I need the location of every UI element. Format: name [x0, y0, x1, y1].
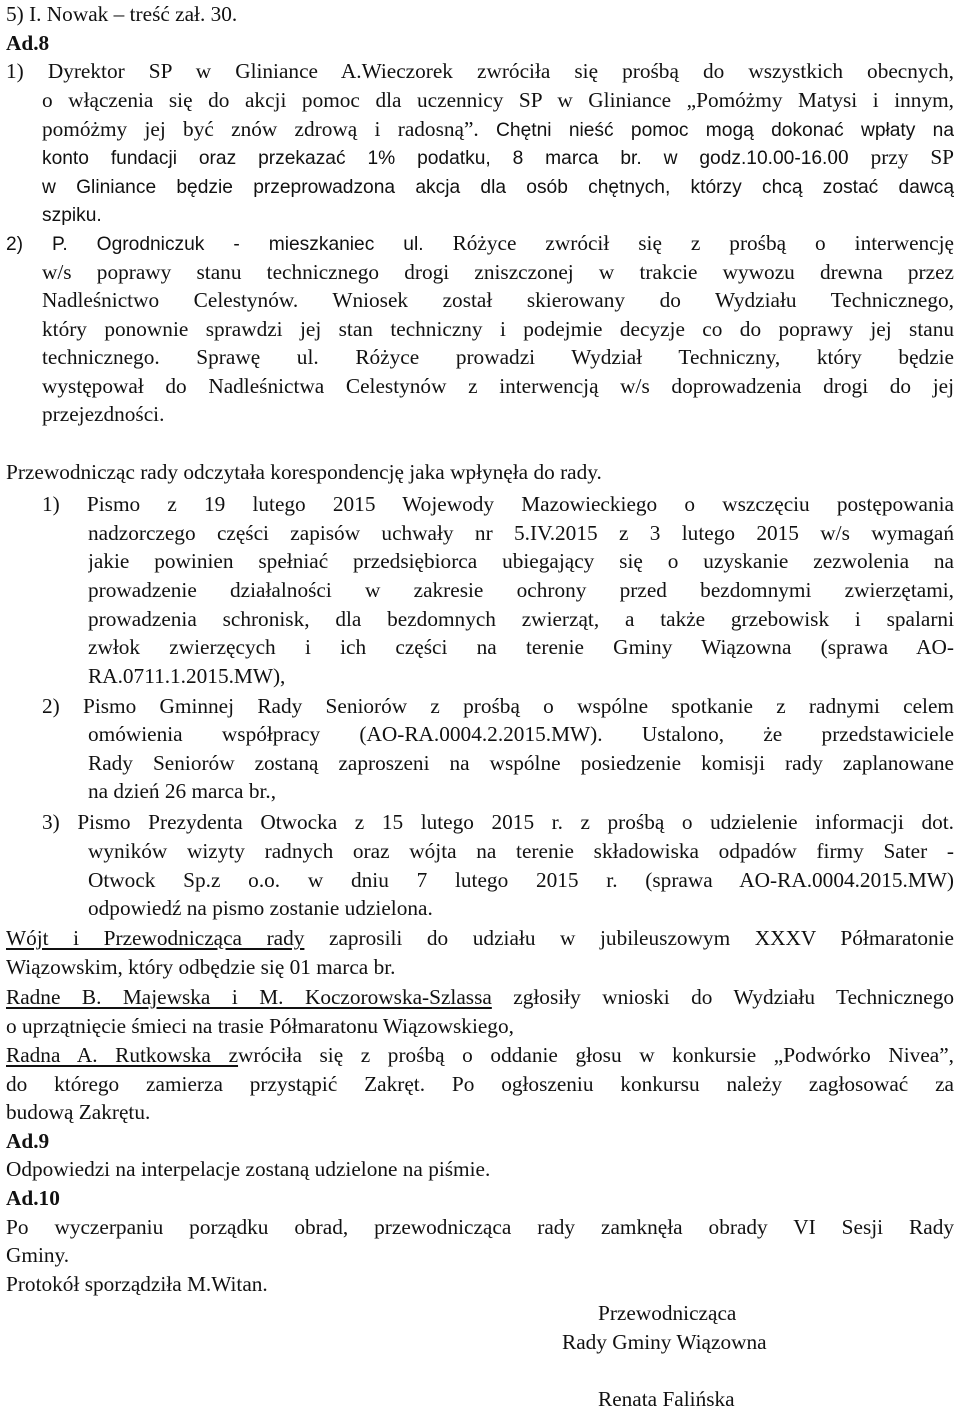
text-run-sans: konto fundacji oraz przekazać 1% podatku, 8 marca br. w godz.10.00-16.	[42, 148, 828, 169]
paragraph-line	[6, 1270, 268, 1299]
text-run: 1) Dyrektor SP w Gliniance A.Wieczorek zwróciła się prośbą do wszystkich obecnych,	[6, 59, 954, 83]
paragraph-line	[42, 115, 954, 144]
text-run: na dzień 26 marca br.,	[88, 779, 277, 803]
paragraph-line	[88, 749, 954, 778]
paragraph-line	[88, 662, 285, 691]
text-run-sans: szpiku.	[42, 205, 102, 226]
paragraph-line	[42, 200, 102, 229]
paragraph-line	[42, 343, 954, 372]
paragraph-line	[88, 894, 433, 923]
section-heading-ad10	[6, 1184, 60, 1213]
paragraph-line	[6, 983, 954, 1012]
paragraph-line	[88, 777, 276, 806]
section-heading-ad9	[6, 1127, 49, 1156]
paragraph-line	[42, 490, 954, 519]
text-run: występował do Nadleśnictwa Celestynów z interwencją w/s doprowadzenia drogi do jej	[42, 374, 954, 398]
paragraph-line	[6, 953, 395, 982]
text-run-sans: 2) P. Ogrodniczuk - mieszkaniec ul.	[6, 234, 453, 255]
text-run: technicznego. Sprawę ul. Różyce prowadzi Wydział Techniczny, który będzie	[42, 345, 954, 369]
text-run-sans: w Gliniance będzie przeprowadzona akcja dla osób chętnych, którzy chcą zostać dawcą	[42, 177, 954, 198]
text-run: przejezdności.	[42, 402, 165, 426]
paragraph-line	[6, 924, 954, 953]
text-run: Nadleśnictwo Celestynów. Wniosek został skierowany do Wydziału Technicznego,	[42, 288, 954, 312]
text-run: który ponownie sprawdzi jej stan techniczny i podejmie decyzje co do poprawy jej stanu	[42, 317, 954, 341]
text-run: prowadzenia schronisk, dla bezdomnych zwierząt, a także grzebowisk i spalarni	[88, 607, 954, 631]
section-heading-ad8	[6, 29, 49, 58]
paragraph-line	[42, 143, 954, 172]
text-run: Ad.10	[6, 1186, 60, 1210]
text-run: zaprosili do udziału w jubileuszowym XXXV Półmaratonie	[304, 926, 954, 950]
text-run: 5) I. Nowak – treść zał. 30.	[6, 2, 238, 26]
paragraph-line	[42, 286, 954, 315]
text-run: pomóżmy jej być znów zdrową i radosną”.	[42, 117, 497, 141]
text-run: Ad.9	[6, 1129, 50, 1153]
underlined-name: Wójt i Przewodnicząca rady	[6, 926, 305, 950]
paragraph-line	[6, 1098, 150, 1127]
text-run: Otwock Sp.z o.o. w dniu 7 lutego 2015 r. (sprawa AO-RA.0004.2015.MW)	[88, 868, 954, 892]
signature-name: Renata Falińska	[598, 1387, 735, 1411]
text-run: Różyce zwrócił się z prośbą o interwencję	[452, 231, 954, 255]
paragraph-line	[6, 1070, 954, 1099]
text-run: wróciła się z prośbą o oddanie głosu w konkursie „Podwórko Nivea”,	[238, 1043, 954, 1067]
underlined-name: Radna A. Rutkowska z	[6, 1043, 239, 1067]
text-run: Przewodnicząc rady odczytała korespondencję jaka wpłynęła do rady.	[6, 460, 602, 484]
text-run: prowadzenie działalności w zakresie ochrony przed bezdomnymi zwierzętami,	[88, 578, 954, 602]
paragraph-line	[6, 57, 954, 86]
text-run: Protokół sporządziła M.Witan.	[6, 1272, 268, 1296]
paragraph-line	[42, 808, 954, 837]
text-run: odpowiedź na pismo zostanie udzielona.	[88, 896, 433, 920]
text-run: o włączenia się do akcji pomoc dla uczennicy SP w Gliniance „Pomóżmy Matysi i innym,	[42, 88, 954, 112]
paragraph-line	[6, 1213, 954, 1242]
paragraph-line	[88, 547, 954, 576]
paragraph-line	[6, 458, 602, 487]
text-run: omówienia współpracy (AO-RA.0004.2.2015.MW). Ustalono, że przedstawiciele	[88, 722, 954, 746]
text-run: Gminy.	[6, 1243, 70, 1267]
text-run: w/s poprawy stanu technicznego drogi zniszczonej w trakcie wywozu drewna przez	[42, 260, 954, 284]
text-run: budową Zakrętu.	[6, 1100, 151, 1124]
paragraph-line	[88, 837, 954, 866]
text-run: 2) Pismo Gminnej Rady Seniorów z prośbą o wspólne spotkanie z radnymi celem	[42, 694, 954, 718]
signature-title: Przewodnicząca	[598, 1301, 737, 1325]
text-run: Wiązowskim, który odbędzie się 01 marca br.	[6, 955, 396, 979]
text-run: 3) Pismo Prezydenta Otwocka z 15 lutego 2015 r. z prośbą o udzielenie informacji dot.	[42, 810, 954, 834]
paragraph-line	[42, 258, 954, 287]
paragraph-line	[6, 1012, 514, 1041]
paragraph-line	[42, 372, 954, 401]
paragraph-line	[42, 86, 954, 115]
paragraph-line	[88, 720, 954, 749]
paragraph-line	[6, 1241, 69, 1270]
text-run: Odpowiedzi na interpelacje zostaną udzielone na piśmie.	[6, 1157, 491, 1181]
paragraph-line	[42, 400, 164, 429]
paragraph-line	[88, 866, 954, 895]
underlined-name: Radne B. Majewska i M. Koczorowska-Szlassa	[6, 985, 492, 1009]
text-run: zwłok zwierzęcych i ich części na terenie Gminy Wiązowna (sprawa AO-	[88, 635, 954, 659]
text-run-sans: Chętni nieść pomoc mogą dokonać wpłaty na	[496, 120, 954, 141]
text-run: Po wyczerpaniu porządku obrad, przewodnicząca rady zamknęła obrady VI Sesji Rady	[6, 1215, 954, 1239]
paragraph-line	[88, 633, 954, 662]
text-run: zgłosiły wnioski do Wydziału Technicznego	[491, 985, 954, 1009]
text-run: RA.0711.1.2015.MW),	[88, 664, 286, 688]
text-run: nadzorczego części zapisów uchwały nr 5.IV.2015 z 3 lutego 2015 w/s wymagań	[88, 521, 954, 545]
text-run: 00 przy SP	[827, 145, 954, 169]
signature-body: Rady Gminy Wiązowna	[562, 1330, 767, 1354]
text-run: Ad.8	[6, 31, 50, 55]
paragraph-line	[88, 519, 954, 548]
text-run: o uprzątnięcie śmieci na trasie Półmaratonu Wiązowskiego,	[6, 1014, 514, 1038]
text-run: 1) Pismo z 19 lutego 2015 Wojewody Mazowieckiego o wszczęciu postępowania	[42, 492, 954, 516]
list-item-5	[6, 0, 237, 29]
paragraph-line	[6, 1155, 490, 1184]
paragraph-line	[88, 605, 954, 634]
text-run: jakie powinien spełniać przedsiębiorca ubiegający się o uzyskanie zezwolenia na	[88, 549, 954, 573]
paragraph-line	[6, 229, 954, 258]
paragraph-line	[42, 692, 954, 721]
text-run: Rady Seniorów zostaną zaproszeni na wspólne posiedzenie komisji rady zaplanowane	[88, 751, 954, 775]
text-run: do którego zamierza przystąpić Zakręt. Po ogłoszeniu konkursu należy zagłosować za	[6, 1072, 954, 1096]
paragraph-line	[6, 1041, 954, 1070]
paragraph-line	[88, 576, 954, 605]
text-run: wyników wizyty radnych oraz wójta na terenie składowiska odpadów firmy Sater -	[88, 839, 954, 863]
paragraph-line	[42, 315, 954, 344]
paragraph-line	[42, 172, 954, 201]
